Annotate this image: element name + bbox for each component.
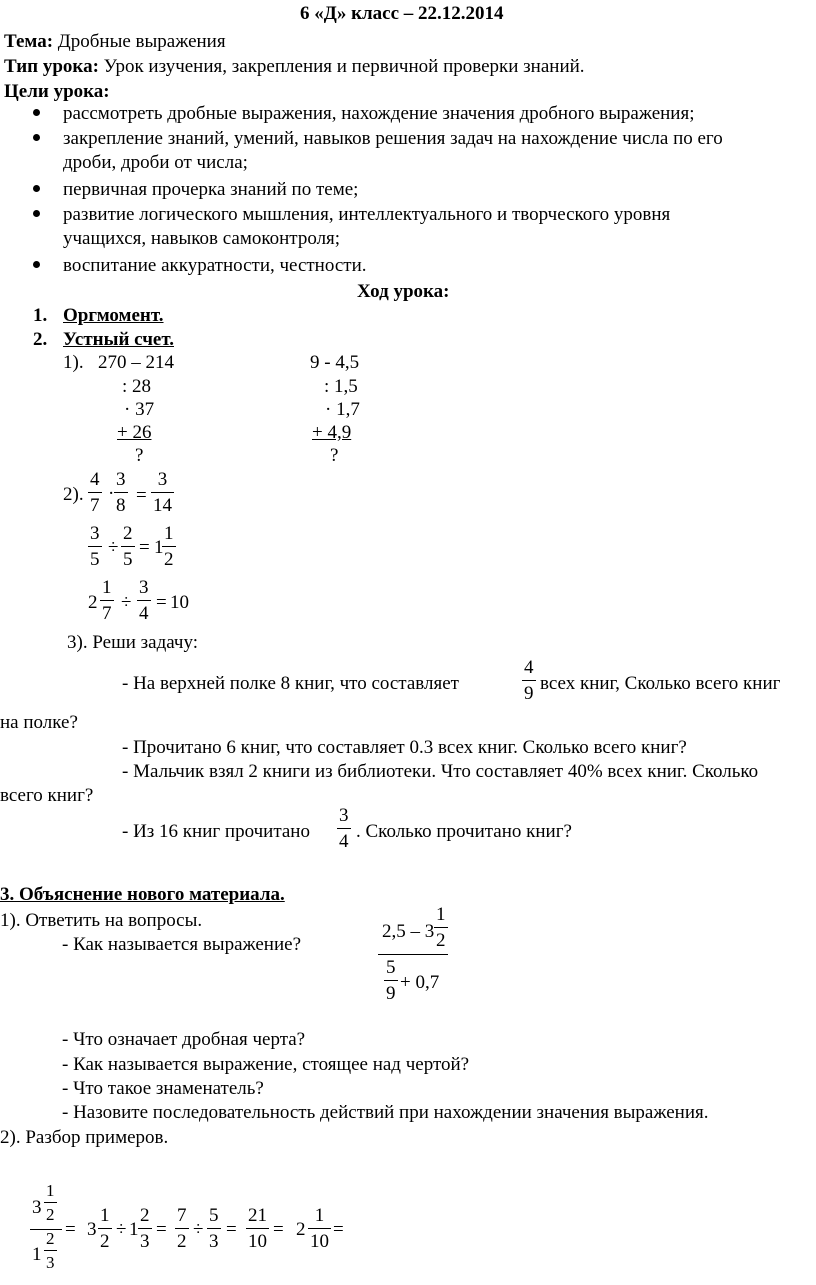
example-computation [30, 1180, 360, 1282]
bullet-icon [33, 185, 40, 192]
main-fraction-bar [378, 954, 448, 955]
topic-line [4, 32, 226, 51]
goal-item-continued: дроби, дроби от числа; [63, 152, 248, 173]
fraction: 2 5 [123, 523, 133, 570]
section-3-title: 3. Объяснение нового материала. [0, 884, 285, 905]
operator: = [273, 1219, 284, 1240]
operator: ÷ [193, 1219, 204, 1240]
task-1-text-end: всех книг, Сколько всего книг [540, 673, 781, 694]
chain-a-step: · 37 [124, 399, 155, 420]
fraction: 1 2 [46, 1181, 55, 1224]
chain-a-step: 270 – 214 [98, 352, 174, 373]
question-2: - Что означает дробная черта? [62, 1029, 306, 1050]
fraction: 3 8 [116, 469, 126, 516]
lesson-type-label: Тип урока: [4, 56, 99, 77]
chain-b-step: + 4,9 [312, 422, 352, 443]
whole-part: 2 [296, 1219, 306, 1240]
step-1-title: Оргмомент. [63, 305, 164, 326]
operator: · [108, 483, 115, 504]
fraction: 1 7 [102, 577, 112, 624]
fraction: 1 10 [310, 1205, 329, 1252]
exercise-1-label: 1). [63, 352, 84, 373]
operator: ÷ [108, 537, 119, 558]
fraction: 1 2 [436, 904, 446, 951]
fraction: 4 9 [524, 657, 534, 704]
bullet-icon [33, 261, 40, 268]
fraction: 3 4 [339, 805, 349, 852]
fraction: 5 3 [209, 1205, 219, 1252]
whole-part: 3 [32, 1197, 42, 1218]
step-2-number: 2. [33, 329, 48, 350]
topic-value: Дробные выражения [57, 31, 226, 52]
goal-item: рассмотреть дробные выражения, нахождение значения дробного выражения; [63, 103, 695, 124]
course-title: Ход урока: [357, 281, 450, 302]
lesson-type-value: Урок изучения, закрепления и первичной проверки знаний. [103, 56, 585, 77]
task-3-text: - Мальчик взял 2 книги из библиотеки. Что составляет 40% всех книг. Сколько [122, 761, 759, 782]
questions-intro: 1). Ответить на вопросы. [0, 910, 203, 931]
chain-a-result: ? [135, 445, 144, 466]
operator: = [65, 1219, 76, 1240]
fraction: 7 2 [177, 1205, 187, 1252]
operator: ÷ [116, 1219, 127, 1240]
operator: = [139, 537, 150, 558]
operator: = [156, 1219, 167, 1240]
task-3-text-wrap: всего книг? [0, 785, 94, 806]
fraction: 3 4 [139, 577, 149, 624]
fraction: 2 3 [140, 1205, 150, 1252]
operator: = [156, 592, 167, 613]
exercise-2-label: 2). [63, 484, 84, 505]
chain-a-step: + 26 [117, 422, 152, 443]
lesson-type-line [4, 57, 585, 76]
operator: = [136, 485, 147, 506]
chain-a-step: : 28 [122, 376, 152, 397]
task-1-text-wrap: на полке? [0, 712, 78, 733]
numerator-expression: 2,5 – 3 [382, 921, 435, 942]
goal-item-continued: учащихся, навыков самоконтроля; [63, 228, 341, 249]
task-4-text-end: . Сколько прочитано книг? [356, 821, 572, 842]
topic-label: Тема: [4, 31, 54, 52]
task-4-text: - Из 16 книг прочитано [122, 821, 310, 842]
exercise-3-label: 3). Реши задачу: [67, 632, 198, 653]
result: 10 [170, 592, 189, 613]
chain-b-step: : 1,5 [324, 376, 358, 397]
operator: = [333, 1219, 344, 1240]
fraction: 3 5 [90, 523, 100, 570]
fraction: 3 14 [153, 469, 172, 516]
goal-item: закрепление знаний, умений, навыков решения задач на нахождение числа по его [63, 128, 723, 149]
goal-item: первичная прочерка знаний по теме; [63, 179, 359, 200]
chain-b-result: ? [330, 445, 339, 466]
task-1-text: - На верхней полке 8 книг, что составляет [122, 673, 459, 694]
bullet-icon [33, 210, 40, 217]
whole-part: 1 [32, 1244, 42, 1265]
whole-part: 1 [154, 537, 164, 558]
goals-label: Цели урока: [4, 81, 110, 102]
chain-b-step: 9 - 4,5 [310, 352, 360, 373]
bullet-icon [33, 134, 40, 141]
step-2-title: Устный счет. [63, 329, 174, 350]
fraction: 21 10 [248, 1205, 267, 1252]
examples-label: 2). Разбор примеров. [0, 1127, 169, 1148]
fraction: 1 2 [164, 523, 174, 570]
complex-fraction-expression [378, 905, 454, 1005]
page-title: 6 «Д» класс – 22.12.2014 [300, 3, 504, 24]
question-5: - Назовите последовательность действий при нахождении значения выражения. [62, 1102, 709, 1123]
operator: ÷ [121, 592, 132, 613]
goal-item: развитие логического мышления, интеллектуального и творческого уровня [63, 204, 671, 225]
chain-b-step: · 1,7 [325, 399, 360, 420]
fraction: 4 7 [90, 469, 100, 516]
question-4: - Что такое знаменатель? [62, 1078, 264, 1099]
operator: = [226, 1219, 237, 1240]
whole-part: 3 [87, 1219, 97, 1240]
goal-item: воспитание аккуратности, честности. [63, 255, 367, 276]
question-3: - Как называется выражение, стоящее над чертой? [62, 1054, 470, 1075]
task-2-text: - Прочитано 6 книг, что составляет 0.3 всех книг. Сколько всего книг? [122, 737, 687, 758]
bullet-icon [33, 109, 40, 116]
denominator-expression: + 0,7 [400, 972, 440, 993]
question-1: - Как называется выражение? [62, 934, 302, 955]
fraction: 1 2 [100, 1205, 110, 1252]
whole-part: 1 [129, 1219, 139, 1240]
fraction: 2 3 [46, 1229, 55, 1272]
whole-part: 2 [88, 592, 98, 613]
fraction: 5 9 [386, 957, 396, 1004]
step-1-number: 1. [33, 305, 48, 326]
